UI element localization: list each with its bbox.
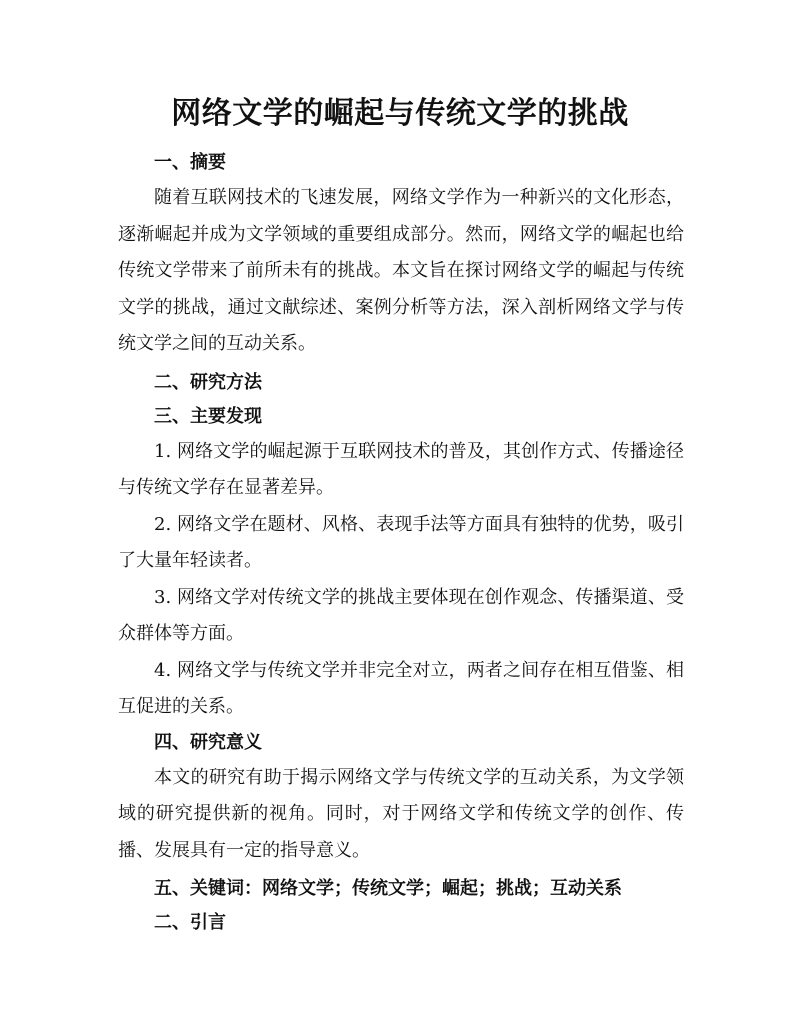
finding-item-4: 4. 网络文学与传统文学并非完全对立，两者之间存在相互借鉴、相互促进的关系。 <box>118 659 684 717</box>
abstract-heading: 一、摘要 <box>154 152 226 173</box>
finding-item-1: 1. 网络文学的崛起源于互联网技术的普及，其创作方式、传播途径与传统文学存在显著差异。 <box>118 440 684 498</box>
significance-heading: 四、研究意义 <box>154 731 262 753</box>
finding-item-2: 2. 网络文学在题材、风格、表现手法等方面具有独特的优势，吸引了大量年轻读者。 <box>118 513 684 571</box>
significance-paragraph: 本文的研究有助于揭示网络文学与传统文学的互动关系，为文学领域的研究提供新的视角。同时，对于网络文学和传统文学的创作、传播、发展具有一定的指导意义。 <box>118 766 684 861</box>
findings-heading: 三、主要发现 <box>154 405 262 427</box>
keywords-heading: 五、关键词：网络文学；传统文学；崛起；挑战；互动关系 <box>154 878 622 899</box>
document-title: 网络文学的崛起与传统文学的挑战 <box>171 96 629 131</box>
document-body <box>118 146 684 940</box>
finding-item-3: 3. 网络文学对传统文学的挑战主要体现在创作观念、传播渠道、受众群体等方面。 <box>118 586 684 644</box>
methods-heading: 二、研究方法 <box>154 371 262 393</box>
intro-heading: 二、引言 <box>154 912 226 933</box>
abstract-paragraph: 随着互联网技术的飞速发展，网络文学作为一种新兴的文化形态，逐渐崛起并成为文学领域的重要组成部分。然而，网络文学的崛起也给传统文学带来了前所未有的挑战。本文旨在探讨网络文学的崛起与传统文学的挑战，通过文献综述、案例分析等方法，深入剖析网络文学与传统文学之间的互动关系。 <box>118 187 684 354</box>
